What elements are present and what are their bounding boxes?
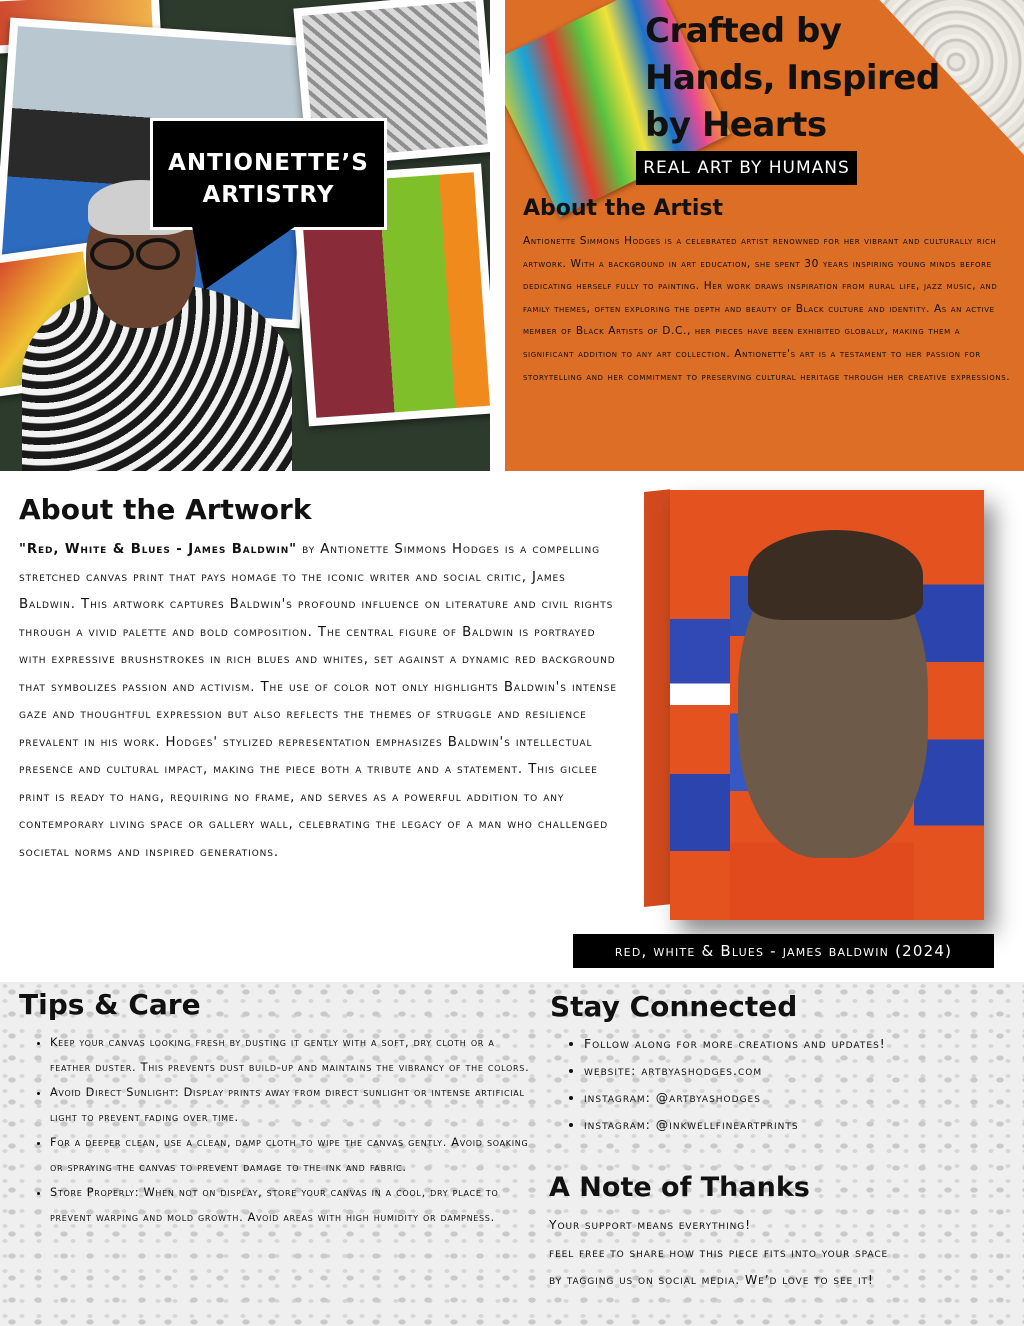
about-artwork-heading: About the Artwork bbox=[19, 493, 312, 526]
artwork-title: "Red, White & Blues - James Baldwin" bbox=[19, 542, 297, 557]
speech-tail bbox=[192, 226, 296, 290]
connect-list bbox=[584, 1030, 944, 1138]
thanks-line: feel free to share how this piece fits into your space bbox=[549, 1244, 889, 1260]
artwork-caption: red, white & Blues - james baldwin (2024) bbox=[573, 934, 994, 968]
artwork-canvas-image bbox=[628, 480, 1018, 940]
badge-line: ARTISTRY bbox=[202, 182, 335, 208]
artist-collage bbox=[0, 0, 490, 471]
thanks-text bbox=[549, 1211, 1009, 1294]
glasses-icon bbox=[136, 238, 180, 270]
hero-panel bbox=[505, 0, 1024, 471]
badge-line: ANTIONETTE’S bbox=[168, 150, 369, 176]
artwork-description: by Antionette Simmons Hodges is a compelling stretched canvas print that pays homage to the iconic writer and social critic, James Baldwin. This artwork captures Baldwin's profound influence on literature and civil rights through a vivid palette and bold composition. The central figure of Baldwin is portrayed with expressive brushstrokes in rich blues and whites, set against a dynamic red background that symbolizes passion and activism. The use of color not only highlights Baldwin's intense gaze and thoughtful expression but also reflects the themes of struggle and resilience prevalent in his work. Hodges' stylized representation emphasizes Baldwin's intellectual presence and cultural impact, making the piece both a tribute and a statement. This giclee print is ready to hang, requiring no frame, and serves as a powerful addition to any contemporary living space or gallery wall, celebrating the legacy of a man who challenged societal norms and inspired generations. bbox=[19, 542, 617, 860]
about-artist-text: Antionette Simmons Hodges is a celebrated artist renowned for her vibrant and culturally rich artwork. With a background in art education, she spent 30 years inspiring young minds before dedicating herself fully to painting. Her work draws inspiration from rural life, jazz music, and family themes, often exploring the depth and beauty of Black culture and identity. As an active member of Black Artists of D.C., her pieces have been exhibited globally, making them a significant addition to any art collection. Antionette's art is a testament to her passion for storytelling and her commitment to preserving cultural heritage through her creative expressions. bbox=[523, 235, 1011, 383]
canvas-edge bbox=[644, 489, 670, 907]
tips-list bbox=[50, 1030, 534, 1230]
list-item: • Follow along for more creations and updates! bbox=[584, 1030, 944, 1057]
canvas-front bbox=[670, 490, 984, 920]
glasses-icon bbox=[90, 238, 134, 270]
list-item: • Avoid Direct Sunlight: Display prints away from direct sunlight or intense artificial light to prevent fading over time. bbox=[50, 1080, 534, 1130]
stay-connected-heading: Stay Connected bbox=[550, 990, 798, 1023]
hero-title: Crafted by Hands, Inspired by Hearts bbox=[645, 11, 940, 145]
instagram-link[interactable]: • instagram: @artbyashodges bbox=[584, 1084, 944, 1111]
baldwin-hair bbox=[748, 530, 923, 620]
tagline-badge: REAL ART BY HUMANS bbox=[636, 151, 857, 185]
list-item: • Keep your canvas looking fresh by dusting it gently with a soft, dry cloth or a feather duster. This prevents dust build-up and maintains the vibrancy of the colors. bbox=[50, 1030, 534, 1080]
artistry-badge bbox=[150, 118, 387, 230]
bottom-section bbox=[0, 982, 1024, 1326]
tips-heading: Tips & Care bbox=[19, 988, 201, 1021]
thanks-line: Your support means everything! bbox=[549, 1217, 751, 1232]
thanks-line: by tagging us on social media. We’d love to see it! bbox=[549, 1272, 874, 1287]
about-artist-heading: About the Artist bbox=[523, 196, 724, 221]
instagram-link[interactable]: • instagram: @inkwellfineartprints bbox=[584, 1111, 944, 1138]
thanks-heading: A Note of Thanks bbox=[549, 1172, 810, 1203]
list-item: • Store Properly: When not on display, store your canvas in a cool, dry place to prevent warping and mold growth. Avoid areas with high humidity or dampness. bbox=[50, 1180, 534, 1230]
about-artwork-text bbox=[19, 536, 624, 866]
website-link[interactable]: • website: artbyashodges.com bbox=[584, 1057, 944, 1084]
paint-stripe bbox=[670, 490, 730, 920]
list-item: • For a deeper clean, use a clean, damp cloth to wipe the canvas gently. Avoid soaking or spraying the canvas to prevent damage to the ink and fabric. bbox=[50, 1130, 534, 1180]
